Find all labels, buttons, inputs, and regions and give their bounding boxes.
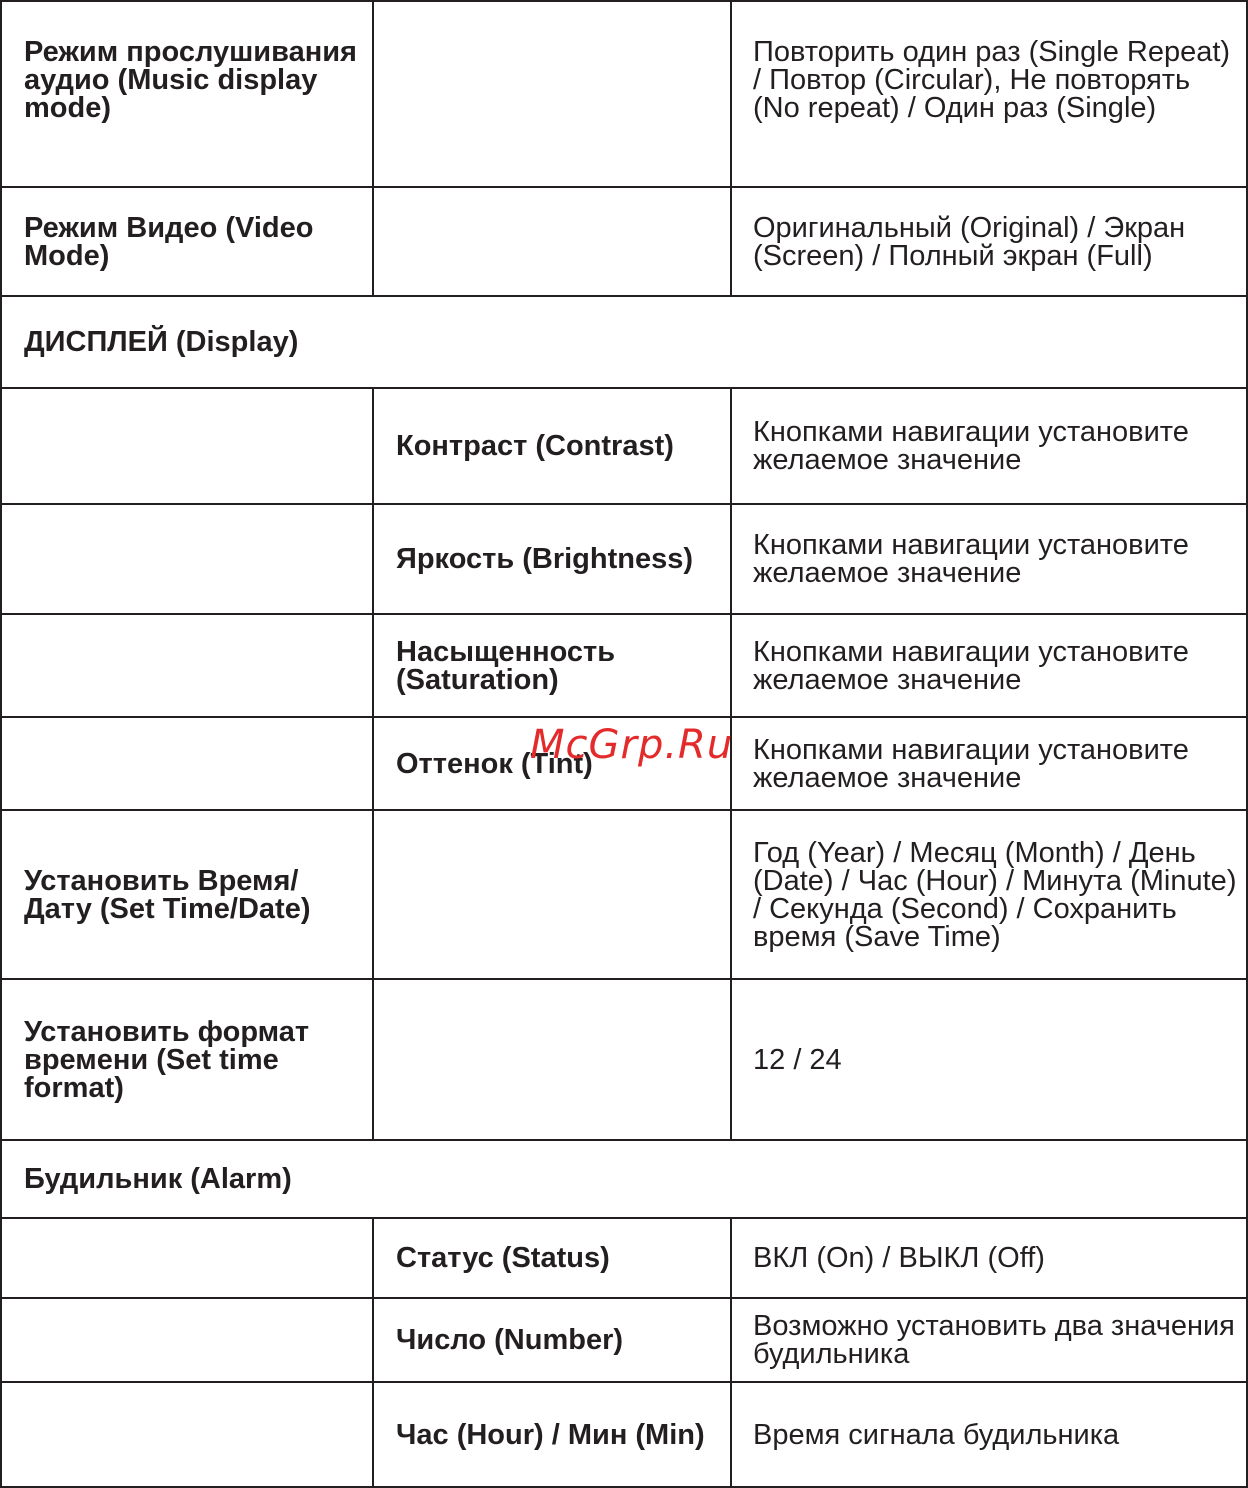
setting-name: Контраст (Contrast) xyxy=(396,430,674,462)
setting-name: Режим Видео (Video Mode) xyxy=(24,211,314,272)
setting-value: Время сигнала будильника xyxy=(753,1418,1120,1451)
setting-value: Кнопками навигации установите желаемое значение xyxy=(753,635,1189,696)
setting-name: Установить Время/ Дату (Set Time/Date) xyxy=(24,864,311,925)
setting-name: Насыщенность (Saturation) xyxy=(396,635,616,696)
setting-value: Кнопками навигации установите желаемое значение xyxy=(753,416,1189,476)
setting-name: Число (Number) xyxy=(396,1324,624,1356)
setting-value: Возможно установить два значения будильника xyxy=(753,1310,1235,1370)
setting-value: 12 / 24 xyxy=(753,1043,842,1076)
setting-value: Кнопками навигации установите желаемое значение xyxy=(753,529,1189,589)
setting-value: Кнопками навигации установите желаемое значение xyxy=(753,733,1189,794)
setting-value: Оригинальный (Original) / Экран (Screen) / Полный экран (Full) xyxy=(753,211,1186,272)
setting-value: Год (Year) / Месяц (Month) / День (Date) / Час (Hour) / Минута (Minute) / Секунда (Second) / Сохранить время (Save Time) xyxy=(753,836,1237,953)
watermark: McGrp.Ru xyxy=(530,722,734,768)
setting-value: Повторить один раз (Single Repeat) / Повтор (Circular), Не повторять (No repeat) / Один раз (Single) xyxy=(753,36,1231,124)
setting-name: Час (Hour) / Мин (Min) xyxy=(396,1418,705,1451)
section-heading-alarm: Будильник (Alarm) xyxy=(24,1163,292,1195)
setting-name: Яркость (Brightness) xyxy=(396,543,694,575)
setting-name: Оттенок (Tint) xyxy=(396,747,593,780)
setting-name: Статус (Status) xyxy=(396,1242,610,1274)
section-heading-display: ДИСПЛЕЙ (Display) xyxy=(24,326,299,358)
setting-name: Установить формат времени (Set time format) xyxy=(24,1015,310,1104)
setting-name: Режим прослушивания аудио (Music display mode) xyxy=(24,36,357,124)
setting-value: ВКЛ (On) / ВЫКЛ (Off) xyxy=(753,1242,1045,1274)
